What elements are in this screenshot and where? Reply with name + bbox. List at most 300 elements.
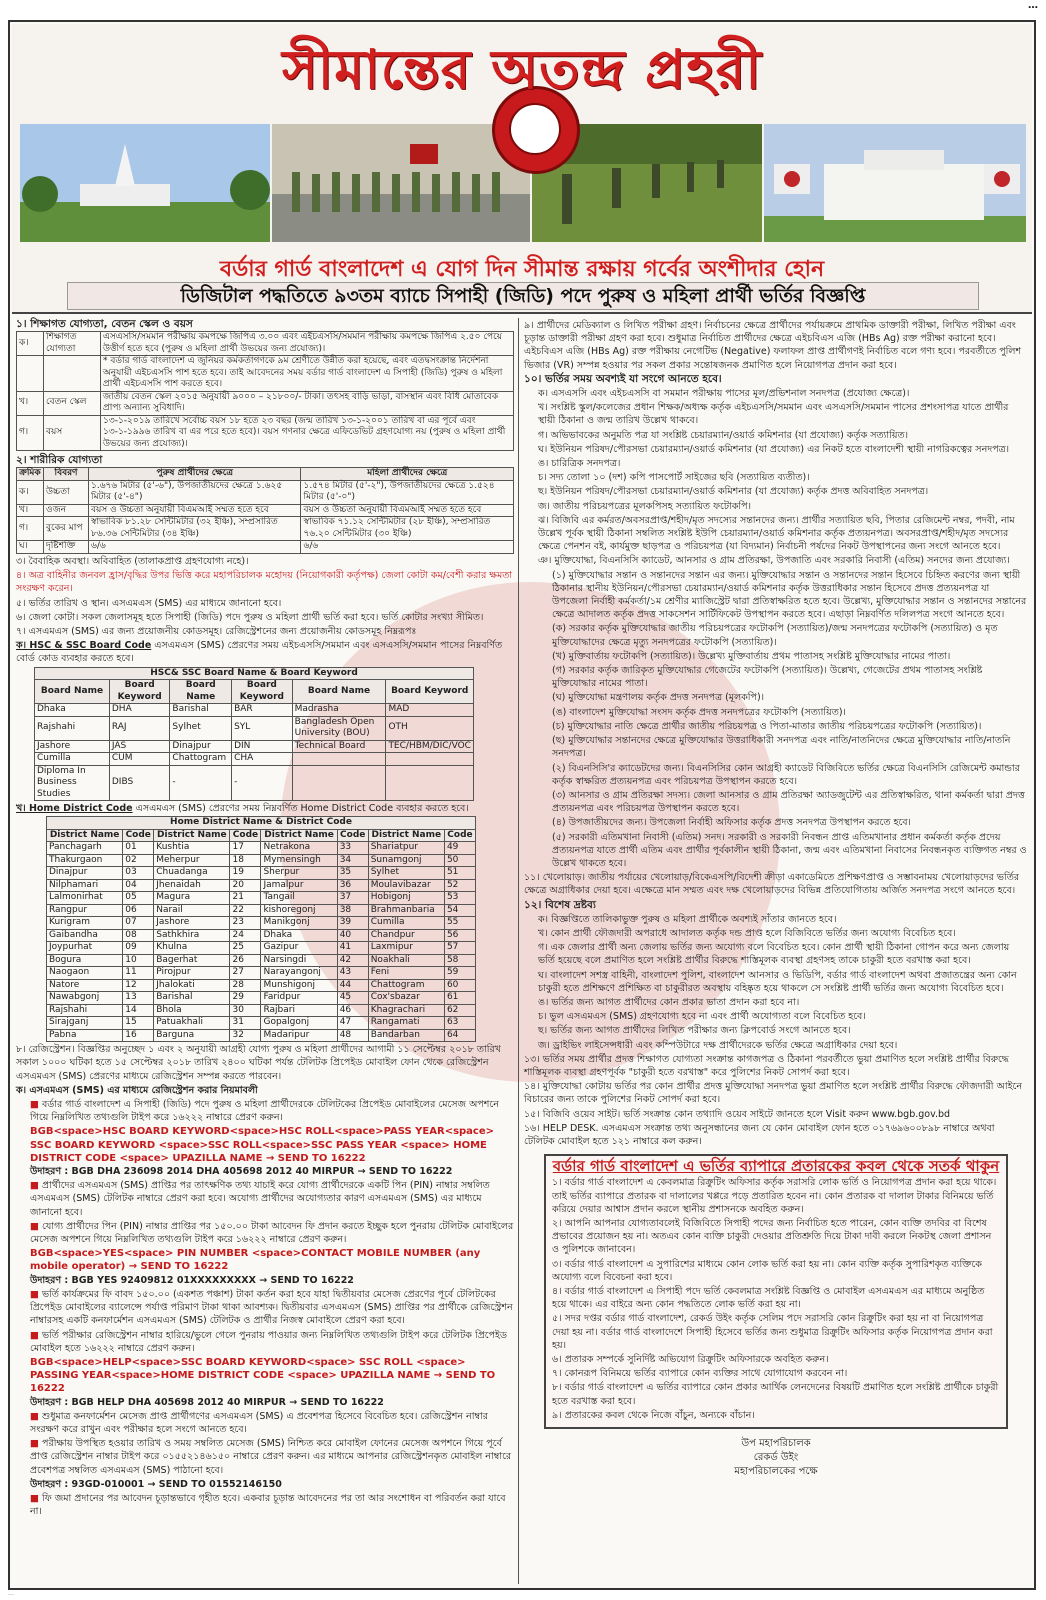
signature-block (524, 1437, 1028, 1479)
cell: Sunamgonj (368, 854, 444, 867)
cell: Kurigram (47, 917, 123, 930)
cell: Feni (368, 967, 444, 980)
cell: 25 (230, 942, 261, 955)
list-item: চ। সদ্য তোলা ১০ (দশ) কপি পাসপোর্ট সাইজের ছবি (সত্যায়িত ব্যতীত)। (538, 472, 810, 484)
header-cell: Board Keyword (109, 680, 170, 704)
cell: DIBS (109, 765, 170, 801)
bullet-icon: ■ (30, 1492, 39, 1504)
board-code-text: এসএমএস (SMS) প্রেরণের সময় এইচএসসি/সমমান এবং এসএসসি/সমমান পাসের নিম্নবর্ণিত বোর্ড কোড ব্যবহার করতে হবে। (16, 640, 503, 665)
bullet-icon: ■ (30, 1180, 39, 1192)
cell: CUM (109, 753, 170, 766)
cell: DIN (232, 740, 293, 753)
cell: Meherpur (154, 854, 230, 867)
cell: 32 (230, 1029, 261, 1042)
table-row (47, 879, 476, 892)
cell: Rajbari (261, 1004, 337, 1017)
cell: 28 (230, 979, 261, 992)
cell: বুকের মাপ (44, 517, 89, 541)
row-item: বেতন স্কেল (44, 391, 101, 415)
table-row (35, 716, 474, 740)
section-4: ৪। অত্র বাহিনীর জনবল হ্রাস/বৃদ্ধির উপর ভিত্তি করে মহাপরিচালক মহোদয় (নিয়োগকারী কর্তৃপক্ষ) জেলা কোটা কম/বেশী করার ক্ষমতা সংরক্ষণ করেন। (16, 570, 513, 595)
qualification-table (16, 331, 514, 451)
cell: 43 (337, 967, 368, 980)
headline-secondary: ডিজিটাল পদ্ধতিতে ৯৩তম ব্যাচে সিপাহী (জিডি) পদে পুরুষ ও মহিলা প্রার্থী ভর্তির বিজ্ঞপ্তি (67, 282, 979, 310)
cell: 35 (337, 867, 368, 880)
list-item: জ। ড্রাইভিং লাইসেন্সধারী এবং কম্পিউটারে দক্ষ প্রার্থীদেরকে ভর্তির ক্ষেত্রে অগ্রাধিকার দেয়া হবে। (538, 1039, 898, 1051)
row-item: শিক্ষাগত যোগ্যতা (44, 332, 101, 356)
header-cell: পুরুষ প্রার্থীদের ক্ষেত্রে (89, 468, 301, 481)
cell: Mymensingh (261, 854, 337, 867)
cell: Gopalgonj (261, 1017, 337, 1030)
cell: ১.৫৭৪ মিটার (৫'-২"), উপজাতীয়দের ক্ষেত্রে ১.৫২৪ মিটার (৫'-০") (301, 480, 514, 504)
cell: 23 (230, 917, 261, 930)
list-item: ২। আপনি আপনার যোগ্যতাবলেই বিজিবিতে সিপাহী পদের জন্য নির্বাচিত হতে পারেন, কোন ব্যক্তি তদবির বা বিশেষ প্রভাবের প্রয়োজন হয় না। অতএব কোন ব্যক্তি চাকুরী দেওয়ার প্রতিশ্রুতি দিয়ে টাকা দাবী করলে নিকটস্থ জেলা প্রশাসন ও পুলিশকে জানাবেন। (552, 1218, 992, 1256)
cell: 15 (123, 1017, 154, 1030)
sms-rule-5: ভর্তি পরীক্ষার রেজিস্ট্রেশন নাম্বার হারিয়ে/ভুলে গেলে পুনরায় পাওয়ার জন্য নিম্নলিখিত তথ্যগুলি টাইপ করে টেলিটক প্রিপেইড মোবাইল হতে ১৬২২২ নাম্বারে প্রেরণ করুন। (30, 1329, 507, 1354)
table-header (17, 468, 514, 481)
district-code-label: খ। Home District Code (16, 803, 133, 815)
cell: 16 (123, 1029, 154, 1042)
row-number: গ। (17, 415, 44, 451)
header-cell: District Name (47, 829, 123, 842)
cell: Pirojpur (154, 967, 230, 980)
cell: Jashore (35, 740, 110, 753)
cell: Hobigonj (368, 892, 444, 905)
list-item: ছ। ভর্তির জন্য আগত প্রার্থীদের লিখিত পরীক্ষার জন্য ক্লিপবোর্ড সংগে আনতে হবে। (538, 1025, 851, 1037)
cell: 49 (444, 842, 475, 855)
cell: 36 (337, 879, 368, 892)
section-6: ৬। জেলা কোটা। সকল জেলাসমূহ হতে সিপাহী (জিডি) পদে পুরুষ ও মহিলা প্রার্থী ভর্তি করা হবে। ভর্তি কোটার সংখ্যা সীমিত। (16, 611, 484, 623)
bullet-icon: ■ (30, 1410, 39, 1422)
cell: 07 (123, 917, 154, 930)
sms-rule-4: ভর্তি কার্যক্রমের ফি বাবদ ১৫০.০০ (একশত পঞ্চাশ) টাকা কর্তন করা হবে যাহা দ্বিতীয়বার মেসেজ প্রেরণের পূর্বে টেলিটকের প্রিপেইড মোবাইলের ব্যালেন্সে পর্যাপ্ত পরিমাণ টাকা থাকা আবশ্যক। দ্বিতীয়বার এসএমএস (SMS) প্রাপ্তির পর প্রার্থীকে রেজিস্ট্রেশন নাম্বারসহ একটি কনফার্মেশন এসএমএস (SMS) টেলিটক ও প্রার্থীর নিজস্ব মোবাইলে প্রেরণ করা হবে। (30, 1288, 513, 1327)
cell: Barishal (170, 704, 232, 717)
cell: 05 (123, 892, 154, 905)
section-10-sublist (524, 569, 1028, 870)
cell: Sylhet (368, 867, 444, 880)
cell: Patuakhali (154, 1017, 230, 1030)
sms-format-2: BGB<space>YES<space> PIN NUMBER <space>CONTACT MOBILE NUMBER (any mobile operator) → SEND TO 16222 (30, 1248, 481, 1273)
cell: Barguna (154, 1029, 230, 1042)
cell: স্বাভাবিক ৮১.২৮ সেন্টিমিটার (৩২ ইঞ্চি), সম্প্রসারিত ৮৬.৩৬ সেন্টিমিটার (৩৪ ইঞ্চি) (89, 517, 301, 541)
cell: খ। (17, 504, 44, 517)
header-cell: Board Name (35, 680, 110, 704)
cell: গ। (17, 517, 44, 541)
cell: বয়স ও উচ্চতা অনুযায়ী বিএমআই সম্মত হতে হবে (301, 504, 514, 517)
section-9: ৯। প্রার্থীদের মেডিক্যাল ও লিখিত পরীক্ষা গ্রহণ। নির্বাচনের ক্ষেত্রে প্রার্থীদের পর্যায়ক্রমে প্রাথমিক ডাক্তারী পরীক্ষা, লিখিত পরীক্ষা এবং চূড়ান্ত ডাক্তারী পরীক্ষা গ্রহণ করা হবে। শুধুমাত্র নির্বাচিত প্রার্থীদের ক্ষেত্রে এইচবিএস এজি (HBs Ag) রক্ত পরীক্ষা করানো হবে। এইচবিএস এজি (HBs Ag) রক্ত পরীক্ষায় নেগেটিভ (Negative) ফলাফল প্রাপ্ত প্রার্থীগণই নির্বাচিত বলে গণ্য হবে। পরবর্তীতে পুলিশ ভিজার (VR) সম্পন্ন হওয়ার পর সকল প্রকার সন্তোষজনক প্রমাণিত হলে নিয়োগপত্র প্রদান করা হবে। (524, 320, 1022, 371)
district-table-body (47, 842, 476, 1042)
sms-format-3: BGB<space>HELP<space>SSC BOARD KEYWORD<space> SSC ROLL <space> PASSING YEAR<space>HOME DISTRICT CODE <space> UPAZILLA NAME → SEND TO 16222 (30, 1356, 496, 1395)
cell: 41 (337, 942, 368, 955)
section-12-list (524, 913, 1028, 1052)
board-table (34, 667, 474, 802)
cell: 53 (444, 892, 475, 905)
section-16: ১৬। HELP DESK. এসএমএস সংক্রান্ত তথ্য অনুসন্ধানের জন্য যে কোন মোবাইল ফোন হতে ০১৭৬৯৬০০৮৯৮ নাম্বারে অথবা টেলিটক মোবাইল হতে ১২১ নাম্বারে কল করুন। (524, 1122, 995, 1147)
cell: Sirajganj (47, 1017, 123, 1030)
header-cell: Board Name (170, 680, 232, 704)
list-item: ঘ। ইউনিয়ন পরিষদ/পৌরসভা চেয়ারম্যান/ওয়ার্ড কমিশনার (যা প্রযোজ্য) এর নিকট হতে বাংলাদেশী স্থায়ী নাগরিকত্বের সনদপত্র। (538, 443, 1010, 455)
cell: 02 (123, 854, 154, 867)
banner (12, 24, 1032, 314)
cell: - (232, 765, 293, 801)
list-item: (ঘ) মুক্তিযোদ্ধা মন্ত্রণালয় কর্তৃক প্রদত্ত সনদপত্র (মূলকপি)। (552, 692, 765, 704)
header-cell: ক্রমিক (17, 468, 44, 481)
list-item: গ। এক জেলার প্রার্থী অন্য জেলায় ভর্তির জন্য অযোগ্য বলে বিবেচিত হবে। কোন প্রার্থী স্থায়ী ঠিকানা গোপন করে অন্য জেলায় ভর্তি হয়েছে বলে প্রমাণিত হলে সংশ্লিষ্ট প্রার্থীর বিরুদ্ধে শাস্তিমূলক ব্যবস্থা গ্রহণসহ তাকে চাকুরী হতে বরখাস্ত করা হবে। (538, 942, 1010, 967)
district-table (46, 816, 476, 1042)
row-number (17, 356, 44, 392)
bullet-icon: ■ (30, 1288, 39, 1300)
cell: MAD (386, 704, 474, 717)
cell: 01 (123, 842, 154, 855)
signatory-authority: মহাপরিচালকের পক্ষে (734, 1466, 818, 1478)
cell: Khagrachari (368, 1004, 444, 1017)
cell: Dinajpur (47, 867, 123, 880)
list-item: ৯। প্রতারকের কবল থেকে নিজে বাঁচুন, অন্যকে বাঁচান। (552, 1409, 755, 1421)
cell: Rajshahi (35, 716, 110, 740)
cell: 61 (444, 992, 475, 1005)
cell: 56 (444, 929, 475, 942)
monument-photo (20, 124, 270, 242)
cell: Gaibandha (47, 929, 123, 942)
cell: Rangpur (47, 904, 123, 917)
cell: kishoregonj (261, 904, 337, 917)
table-row (17, 480, 514, 504)
cell: Shariatpur (368, 842, 444, 855)
section-13: ১৩। ভর্তির সময় প্রার্থীর প্রদত্ত শিক্ষাগত যোগ্যতা সংক্রান্ত কাগজপত্র ও ঠিকানা পরবর্তীতে ভুয়া প্রমাণিত হলে সংশ্লিষ্ট প্রার্থীর বিরুদ্ধে শাস্তিমূলক ব্যবস্থা গ্রহণপূর্বক "চাকুরী হতে বরখাস্ত" করে পুলিশের নিকট সোপর্দ করা হবে। (524, 1053, 1009, 1078)
cell: ঘ। (17, 541, 44, 554)
row-text: ১৩-১-২০১৯ তারিখে সর্বোচ্চ বয়স ১৮ হতে ২৩ বছর (জন্ম তারিখ ১৩-১-২০০১ তারিখ বা এর পূর্বে এবং ১৩-১-১৯৯৬ তারিখ বা এর পরে হতে হবে)। বয়স গণনার ক্ষেত্রে এফিডেভিট গ্রহণযোগ্য নয় (পুরুষ ও মহিলা প্রার্থী উভয়ের জন্য প্রযোজ্য)। (101, 415, 514, 451)
cell: 27 (230, 967, 261, 980)
cell: ৬/৬ (301, 541, 514, 554)
row-text: এসএসসি/সমমান পরীক্ষায় কমপক্ষে জিপিএ ৩.০০ এবং এইচএসসি/সমমান পরীক্ষায় কমপক্ষে জিপিএ ২.৫০ পেয়ে উত্তীর্ণ হতে হবে (পুরুষ ও মহিলা প্রার্থী উভয়ের জন্য প্রযোজ্য)। (101, 332, 514, 356)
top-reference: … (1028, 0, 1038, 11)
list-item: ঞ। মুক্তিযোদ্ধা, বিএনসিসি ক্যাডেট, আনসার ও গ্রাম প্রতিরক্ষা, উপজাতি এবং সরকারি নিবাসী (এতিম) সনদের জন্য প্রযোজ্য। (538, 555, 1010, 567)
cell: Cox'sbazar (368, 992, 444, 1005)
section-10-title: ১০। ভর্তির সময় অবশ্যই যা সংগে আনতে হবে। (524, 372, 722, 385)
cell: OTH (386, 716, 474, 740)
list-item: (ক) সরকার কর্তৃক মুক্তিযোদ্ধার জাতীয় পরিচয়পত্রের ফটোকপি (সত্যায়িত)/জন্ম সনদপত্রের ফটোকপি (সত্যায়িত) ও মৃত মুক্তিযোদ্ধাদের ক্ষেত্রে মৃত্যু সনদপত্রের ফটোকপি (সত্যায়িত)। (552, 623, 998, 648)
table-row (47, 867, 476, 880)
section-1-title: ১। শিক্ষাগত যোগ্যতা, বেতন স্কেল ও বয়স (16, 318, 193, 330)
sms-example-1: উদাহরণ : BGB DHA 236098 2014 DHA 405698 2012 40 MIRPUR → SEND TO 16222 (30, 1166, 453, 1178)
cell: Madaripur (261, 1029, 337, 1042)
cell: Thakurgaon (47, 854, 123, 867)
list-item: ১। বর্ডার গার্ড বাংলাদেশ এ কেবলমাত্র রিক্রুটিং অফিসার কর্তৃক সরাসরি লোক ভর্তি ও নিয়োগপত্র প্রদান করা হয়ে থাকে। তাই ভর্তির ব্যাপারে প্রতারক বা দালালের খপ্পরে পড়ে প্রতারিত হবেন না। কোন প্রতারক বা দালাল টাকার বিনিময়ে ভর্তি করিয়ে দেয়ার আশ্বাস প্রদান করলে স্থানীয় প্রশাসনকে অবহিত করুন। (552, 1177, 997, 1215)
cell: 37 (337, 892, 368, 905)
cell: Joypurhat (47, 942, 123, 955)
list-item: (৪) উপজাতীয়দের জন্য। উপজেলা নির্বাহী অফিসার কর্তৃক প্রদত্ত সনদপত্র উপস্থাপন করতে হবে। (552, 817, 911, 829)
cell: Magura (154, 892, 230, 905)
sms-rule-1: বর্ডার গার্ড বাংলাদেশ এ সিপাহী (জিডি) পদে পুরুষ ও মহিলা প্রার্থীদেরকে টেলিটকের প্রিপেইড মোবাইলের মেসেজ অপশনে গিয়ে নিম্নলিখিত তথ্যগুলি টাইপ করে ১৬২২২ নাম্বারে প্রেরণ করুন। (30, 1099, 499, 1124)
list-item: (ছ) মুক্তিযোদ্ধার সন্তানদের ক্ষেত্রে মুক্তিযোদ্ধার উত্তরাধিকারী সনদপত্র এবং নাতি/নাতনিদের ক্ষেত্রে মুক্তিযোদ্ধার নাতি/নাতনি সনদপত্র। (552, 735, 1011, 760)
list-item: (৩) আনসার ও গ্রাম প্রতিরক্ষা সদস্য। জেলা আনসার ও গ্রাম প্রতিরক্ষা অ্যাডজুটেন্ট এর প্রতিস্বাক্ষরিত, থানা কর্মকর্তা দ্বারা প্রদত্ত প্রত্যয়নপত্র এবং পরিচয়পত্র উপস্থাপন করতে হবে। (552, 789, 1025, 815)
right-column (524, 318, 1028, 1479)
section-8: ৮। রেজিস্ট্রেশন। বিজ্ঞপ্তির অনুচ্ছেদ ১ এবং ২ অনুযায়ী আগ্রহী যোগ্য পুরুষ ও মহিলা প্রার্থীদের আগামী ১১ সেপ্টেম্বর ২০১৮ তারিখ সকাল ১০০০ ঘটিকা হতে ১৫ সেপ্টেম্বর ২০১৮ তারিখ ২৪০০ ঘটিকা পর্যন্ত টেলিটক প্রিপেইড মোবাইল ফোন থেকে রেজিস্ট্রেশন এসএমএস (SMS) প্রেরণের মাধ্যমে রেজিস্ট্রেশন সম্পন্ন করতে পারবেন। (16, 1044, 501, 1082)
advertisement-page (8, 20, 1036, 1590)
cell: 33 (337, 842, 368, 855)
cell: ৬/৬ (89, 541, 301, 554)
cell: Dinajpur (170, 740, 232, 753)
list-item: খ। সংশ্লিষ্ট স্কুল/কলেজের প্রধান শিক্ষক/অধ্যক্ষ কর্তৃক এইচএসসি/সমমান এবং এসএসসি/সমমান পাসের প্রশংসাপত্র যাতে প্রার্থীর স্থায়ী ঠিকানা ও জন্ম তারিখ উল্লেখ থাকবে। (538, 402, 1009, 427)
table-row (47, 992, 476, 1005)
cell: Sylhet (170, 716, 232, 740)
cell: Sherpur (261, 867, 337, 880)
cell: দৃষ্টিশক্তি (44, 541, 89, 554)
fraud-warning-title: বর্ডার গার্ড বাংলাদেশ এ ভর্তির ব্যাপারে প্রতারকের কবল থেকে সতর্ক থাকুন (552, 1157, 1000, 1176)
header-cell: Board Name (292, 680, 386, 704)
cell: 51 (444, 867, 475, 880)
sms-rule-8: ফি জমা প্রদানের পর আবেদন চূড়ান্তভাবে গৃহীত হবে। একবার চূড়ান্ত আবেদনের পর তা আর সংশোধন বা পরিবর্তন করা যাবে না। (30, 1492, 506, 1518)
cell: Khulna (154, 942, 230, 955)
table-row (47, 917, 476, 930)
cell: DHA (109, 704, 170, 717)
cell: 48 (337, 1029, 368, 1042)
bullet-icon: ■ (30, 1438, 39, 1450)
section-14: ১৪। মুক্তিযোদ্ধা কোটায় ভর্তির পর কোন প্রার্থীর প্রদত্ত মুক্তিযোদ্ধা সনদপত্র ভুয়া প্রমাণিত হলে সংশ্লিষ্ট প্রার্থীর বিরুদ্ধে ফৌজদারী আইনে বিচারের জন্য তাকে পুলিশের নিকট সোপর্দ করা হবে। (524, 1081, 1022, 1106)
district-table-caption: Home District Name & District Code (47, 817, 476, 830)
cell: Rajshahi (47, 1004, 123, 1017)
cell: Manikgonj (261, 917, 337, 930)
cell: 64 (444, 1029, 475, 1042)
district-code-text: এসএমএস (SMS) প্রেরণের সময় নিম্নবর্ণিত Home District Code ব্যবহার করতে হবে। (135, 803, 469, 815)
cell: 50 (444, 854, 475, 867)
cell: Madrasha (292, 704, 386, 717)
cell: ক। (17, 480, 44, 504)
sms-rule-3: যোগ্য প্রার্থীদের পিন (PIN) নাম্বার প্রাপ্তির পর ১৫০.০০ টাকা আবেদন ফি প্রদান করতে ইচ্ছুক হলে পুনরায় টেলিটক মোবাইলের মেসেজ অপশনে গিয়ে নিম্নলিখিত তথ্যগুলি টাইপ করে ১৬২২২ নাম্বারে প্রেরণ করুন। (30, 1220, 514, 1246)
left-column (16, 318, 514, 1519)
cell: 38 (337, 904, 368, 917)
table-row (47, 854, 476, 867)
cell: Laxmipur (368, 942, 444, 955)
cell: Jhenaidah (154, 879, 230, 892)
cell: Panchagarh (47, 842, 123, 855)
sms-rule-7: পরীক্ষায় উপস্থিত হওয়ার তারিখ ও সময় সম্বলিত মেসেজ (SMS) নিশ্চিত করে মোবাইল ফোনের মেসেজ অপশনে গিয়ে পূর্বে প্রাপ্ত রেজিস্ট্রেশন নাম্বার টাইপ করে ০১৫৫২১৪৬১৫০ নাম্বারে প্রেরণ করুন। এর মাধ্যমে আপনার রেজিস্ট্রেশনকৃত মোবাইল নাম্বারে প্রবেশপত্র সম্বলিত এসএমএস (SMS) পাঠানো হবে। (30, 1438, 512, 1476)
cell: ওজন (44, 504, 89, 517)
cell: 26 (230, 954, 261, 967)
cell: 54 (444, 904, 475, 917)
signatory-title: উপ মহাপরিচালক (741, 1438, 811, 1450)
cell: Brahmanbaria (368, 904, 444, 917)
cell: Moulavibazar (368, 879, 444, 892)
cell: 22 (230, 904, 261, 917)
list-item: ৭। কোনরূপ বিনিময়ে ভর্তির ব্যাপারে কোন ব্যক্তির সাথে যোগাযোগ করবেন না। (552, 1368, 848, 1380)
cell: 08 (123, 929, 154, 942)
headline-primary: বর্ডার গার্ড বাংলাদেশ এ যোগ দিন সীমান্ত রক্ষায় গর্বের অংশীদার হোন (219, 257, 825, 282)
cell: Chuadanga (154, 867, 230, 880)
table-row (35, 753, 474, 766)
list-item: ঙ। চারিত্রিক সনদপত্র। (538, 458, 621, 470)
header-cell: Code (123, 829, 154, 842)
cell: 45 (337, 992, 368, 1005)
list-item: (৫) সরকারী এতিমখানা নিবাসী (এতিম) সনদ। সরকারী ও সরকারী নিবন্ধন প্রাপ্ত এতিমখানার প্রধান কর্মকর্তা কর্তৃক প্রদেয় প্রত্যয়নপত্র যাতে প্রার্থী এতিম এবং প্রার্থীর পূর্বকালীন স্থায়ী ঠিকানা, জন্ম এবং এতিমখানা নিবাসের নিবন্ধনকৃত ব্যক্তিগত নম্বর ও উল্লেখ থাকতে হবে। (552, 831, 1027, 869)
cell: Chandpur (368, 929, 444, 942)
cell: Bagerhat (154, 954, 230, 967)
table-row (35, 740, 474, 753)
cell: বয়স ও উচ্চতা অনুযায়ী বিএমআই সম্মত হতে হবে (89, 504, 301, 517)
cell: Bangladesh Open University (BOU) (292, 716, 386, 740)
cell: 09 (123, 942, 154, 955)
cell: 44 (337, 979, 368, 992)
section-12-title: ১২। বিশেষ দ্রষ্টব্য (524, 898, 596, 911)
section-7: ৭। এসএমএস (SMS) এর জন্য প্রয়োজনীয় কোডসমূহ। রেজিস্ট্রেশনের জন্য প্রয়োজনীয় কোডসমূহ নিম্নরূপঃ (16, 625, 417, 637)
cell: Diploma In Business Studies (35, 765, 110, 801)
cell: Rangamati (368, 1017, 444, 1030)
row-text: * বর্ডার গার্ড বাংলাদেশ এ জুনিয়র কর্মকর্তাগণকে ৯ম শ্রেণীতে উন্নীত করা হয়েছে, এবং এতদ্বসংক্রান্ত নির্দেশনা অনুযায়ী এইচএসসি পাশ হতে হবে। তাই আবেদনের সময় বর্ডার গার্ড বাংলাদেশ এ সিপাহী (জিডি) পুরুষ ও মহিলা প্রার্থী এইচএসসি পাশ করতে হবে। (101, 356, 514, 392)
cell: 13 (123, 992, 154, 1005)
cell: 57 (444, 942, 475, 955)
sms-format-1: BGB<space>HSC BOARD KEYWORD<space>HSC ROLL<space>PASS YEAR<space> SSC BOARD KEYWORD <space>SSC ROLL<space>SSC PASS YEAR <space> HOME DISTRICT CODE <space> UPAZILLA NAME → SEND TO 16222 (30, 1126, 495, 1164)
cell: 34 (337, 854, 368, 867)
row-number: খ। (17, 391, 44, 415)
table-row (17, 541, 514, 554)
header-cell: Code (337, 829, 368, 842)
banner-title: সীমান্তের অতন্দ্র প্রহরী (282, 37, 762, 101)
list-item: ৪। বর্ডার গার্ড বাংলাদেশ এ সিপাহী পদে ভর্তি কেবলমাত্র সংশ্লিষ্ট বিজ্ঞপ্তি ও মোবাইল এসএমএস এর মাধ্যমে অনুষ্ঠিত হয়ে থাকে। এর বাইরে অন্য কোন পদ্ধতিতে লোক ভর্তি করা হয় না। (552, 1286, 985, 1311)
cell: Naogaon (47, 967, 123, 980)
table-row (47, 842, 476, 855)
cell: Netrakona (261, 842, 337, 855)
cell: Bhola (154, 1004, 230, 1017)
sms-rule-2: প্রার্থীদের এসএমএস (SMS) প্রাপ্তির পর তাৎক্ষণিক তথ্য যাচাই করে যোগ্য প্রার্থীদেরকে একটি পিন (PIN) নাম্বার সম্বলিত এসএমএস (SMS) টেলিটক নাম্বারে প্রেরণ করা হবে। অযোগ্য প্রার্থীদের অযোগ্যতার কারণ এসএমএস (SMS) এর মাধ্যমে জানানো হবে। (30, 1180, 490, 1218)
list-item: খ। কোন প্রার্থী ফৌজদারী অপরাধে আদালত কর্তৃক দন্ড প্রাপ্ত হলে বিজিবিতে ভর্তির জন্য অযোগ্য বিবেচিত হবে। (538, 927, 956, 939)
section-2-title: ২। শারীরিক যোগ্যতা (16, 454, 103, 467)
cell: Gazipur (261, 942, 337, 955)
list-item: (খ) মুক্তিবার্তায় ফটোকপি (সত্যায়িত)। উল্লেখ্য মুক্তিবার্তায় প্রথম পাতাসহ সংশ্লিষ্ট মুক্তিযোদ্ধার নামের পাতা। (552, 650, 951, 662)
cell: Jashore (154, 917, 230, 930)
table-row (17, 356, 514, 392)
list-item: ছ। ইউনিয়ন পরিষদ/পৌরসভা চেয়ারম্যান/ওয়ার্ড কমিশনার (যা প্রযোজ্য) কর্তৃক প্রদত্ত অবিবাহিত সনদপত্র। (538, 486, 929, 498)
cell: Sathkhira (154, 929, 230, 942)
section-11: ১১। খেলোয়াড়। জাতীয় পর্যায়ের খেলোয়াড়/বিকেএসপি/বিদেশী ক্রীড়া একাডেমিতে প্রশিক্ষণপ্রাপ্ত ও সম্ভাবনাময় খেলোয়াড়দের ভর্তির ক্ষেত্রে অগ্রাধিকার দেয়া হবে। এক্ষেত্রে মান সম্মত এবং দক্ষ খেলোয়াড়দের বিভিন্ন প্রতিযোগিতায় অর্জিত সনদপত্র সংগে আনতে হবে। (524, 872, 1020, 897)
list-item: (২) বিএনসিসি'র ক্যাডেটদের জন্য। বিএনসিসির কোন আগ্রহী ক্যাডেট বিজিবিতে ভর্তির ক্ষেত্রে বিএনসিসি রেজিমেন্ট কমান্ডার কর্তৃক স্বাক্ষরিত প্রত্যয়নপত্র এবং পরিচয়পত্র উপস্থাপন করতে হবে। (552, 762, 1020, 787)
cell: 40 (337, 929, 368, 942)
list-item: ক। বিজ্ঞপ্তিতে তালিকাভুক্ত পুরুষ ও মহিলা প্রার্থীকে অবশ্যই সাঁতার জানতে হবে। (538, 913, 837, 925)
cell: 62 (444, 1004, 475, 1017)
cell: BAR (232, 704, 293, 717)
cell: স্বাভাবিক ৭১.১২ সেন্টিমিটার (২৮ ইঞ্চি), সম্প্রসারিত ৭৬.২০ সেন্টিমিটার (৩০ ইঞ্চি) (301, 517, 514, 541)
cell: Dhaka (35, 704, 110, 717)
cell: 19 (230, 867, 261, 880)
header-cell: মহিলা প্রার্থীদের ক্ষেত্রে (301, 468, 514, 481)
sms-rule-6: শুধুমাত্র কনফার্মেশন মেসেজ প্রাপ্ত প্রার্থীগণের এসএমএস (SMS) এ প্রবেশপত্র হিসেবে বিবেচিত হবে। রেজিস্ট্রেশন নাম্বার সংরক্ষণ করে রাখুন এবং পরীক্ষার হলে সংগে আনতে হবে। (30, 1410, 489, 1435)
signatory-wing: রেকর্ড উইং (753, 1452, 799, 1464)
row-item: বয়স (44, 415, 101, 451)
table-row (35, 704, 474, 717)
list-item: ক। এসএসসি এবং এইচএসসি বা সমমান পরীক্ষায় পাসের মূল/প্রভিশনাল সনদপত্র (প্রযোজ্য ক্ষেত্রে)। (538, 388, 910, 400)
table-row (47, 904, 476, 917)
cell: 47 (337, 1017, 368, 1030)
list-item: ৬। প্রতারক সম্পর্কে সুনির্দিষ্ট অভিযোগ রিক্রুটিং অফিসারকে অবহিত করুন। (552, 1354, 829, 1366)
header-cell: Board Keyword (232, 680, 293, 704)
cell: Chattogram (170, 753, 232, 766)
cell: Munshigonj (261, 979, 337, 992)
table-row (35, 765, 474, 801)
table-row (17, 504, 514, 517)
cell: 63 (444, 1017, 475, 1030)
table-row (47, 967, 476, 980)
table-row (47, 929, 476, 942)
cell: 52 (444, 879, 475, 892)
cell: 55 (444, 917, 475, 930)
cell: 04 (123, 879, 154, 892)
cell: 21 (230, 892, 261, 905)
cell: Kushtia (154, 842, 230, 855)
table-row (17, 391, 514, 415)
cell: Jhalokati (154, 979, 230, 992)
cell: RAJ (109, 716, 170, 740)
cell: 24 (230, 929, 261, 942)
cell: 11 (123, 967, 154, 980)
cell: 14 (123, 1004, 154, 1017)
list-item: ৮। বর্ডার গার্ড বাংলাদেশ এ ভর্তির ব্যাপারে কোন প্রকার আর্থিক লেনদেনের বিষয়টি প্রমাণিত হলে সংশ্লিষ্ট প্রার্থীকে চাকুরী হতে বরখাস্ত করা হবে। (552, 1382, 999, 1407)
cell: 29 (230, 992, 261, 1005)
cell: 42 (337, 954, 368, 967)
table-row (47, 1004, 476, 1017)
cell: Narsingdi (261, 954, 337, 967)
cell: 06 (123, 904, 154, 917)
cell: 10 (123, 954, 154, 967)
cell (292, 765, 386, 801)
list-item: ঙ। ভর্তির জন্য আগত প্রার্থীদের কোন প্রকার ভাতা প্রদান করা হবে না। (538, 996, 800, 1008)
cell: SYL (232, 716, 293, 740)
sms-example-3: উদাহরণ : BGB HELP DHA 405698 2012 40 MIRPUR → SEND TO 16222 (30, 1396, 384, 1408)
cell: Chattogram (368, 979, 444, 992)
headquarters-photo (764, 124, 1026, 242)
list-item: ৩। বর্ডার গার্ড বাংলাদেশ এ সুপারিশের মাধ্যমে কোন লোক ভর্তি করা হয় না। কোন ব্যক্তি কর্তৃক সুপারিশকৃত ব্যক্তিকে অযোগ্য বলে বিবেচনা করা হবে। (552, 1258, 982, 1283)
header-cell: District Name (154, 829, 230, 842)
board-table-caption: HSC& SSC Board Name & Board Keyword (35, 667, 474, 680)
table-header (47, 829, 476, 842)
header-cell: Code (230, 829, 261, 842)
list-item: (চ) মুক্তিযোদ্ধার নাতি ক্ষেত্রে প্রার্থীর জাতীয় পরিচয়পত্র ও পিতা-মাতার জাতীয় পরিচয়পত্রের ফটোকপি (সত্যায়িত)। (552, 720, 982, 732)
cell: Jamalpur (261, 879, 337, 892)
section-10-list (524, 387, 1028, 568)
cell (386, 753, 474, 766)
sms-example-4: উদাহরণ : 93GD-010001 → SEND TO 01552146150 (30, 1478, 282, 1490)
header-cell: District Name (368, 829, 444, 842)
table-row (47, 1017, 476, 1030)
cell: Natore (47, 979, 123, 992)
cell: Narayangonj (261, 967, 337, 980)
cell: TEC/HBM/DIC/VOC (386, 740, 474, 753)
bullet-icon: ■ (30, 1329, 39, 1341)
footer-reference: … (8, 1590, 14, 1597)
fraud-warning-list (552, 1176, 1000, 1422)
board-code-label: ক। HSC & SSC Board Code (16, 640, 152, 652)
parade-photo (272, 124, 530, 242)
cell: 46 (337, 1004, 368, 1017)
table-row (47, 979, 476, 992)
cell: Faridpur (261, 992, 337, 1005)
cell: Noakhali (368, 954, 444, 967)
table-row (17, 415, 514, 451)
table-row (47, 1029, 476, 1042)
cell: Nawabgonj (47, 992, 123, 1005)
list-item: গ। অভিভাবকের অনুমতি পত্র যা সংশ্লিষ্ট চেয়ারম্যান/ওয়ার্ড কমিশনার (যা প্রযোজ্য) কর্তৃক সত্যায়িত। (538, 429, 908, 441)
sms-rules-title: ক। এসএমএস (SMS) এর মাধ্যমে রেজিস্ট্রেশন করার নিয়মাবলী (16, 1084, 258, 1096)
cell: 60 (444, 979, 475, 992)
header-cell: Code (444, 829, 475, 842)
table-row (47, 892, 476, 905)
cell: 20 (230, 879, 261, 892)
cell: Cumilla (368, 917, 444, 930)
fraud-warning-box (544, 1154, 1008, 1429)
cell: Bogura (47, 954, 123, 967)
cell: Bandarban (368, 1029, 444, 1042)
list-item: (১) মুক্তিযোদ্ধার সন্তান ও সন্তানদের সন্তান এর জন্য। মুক্তিযোদ্ধার সন্তান ও সন্তানদের সন্তান হিসেবে চিহ্নিত করণের জন্য স্থায়ী ঠিকানার স্থানীয় ইউনিয়ন/পৌরসভা চেয়ারম্যান/ওয়ার্ড কমিশনার কর্তৃক উত্তরাধিকার সন্তান হিসেবে প্রদত্ত প্রত্যয়নপত্র যা উপজেলা নির্বাহী কর্মকর্তা/১ম শ্রেণীর ম্যাজিস্ট্রেট দ্বারা প্রতিস্বাক্ষরিত হতে হবে। উল্লেখ্য, মুক্তিযোদ্ধার সন্তান ও সন্তানদের সন্তানের ক্ষেত্রে আদালত কর্তৃক প্রদত্ত সাকসেশন সার্টিফিকেট উপস্থাপন করতে হবে। এছাড়া নিম্নবর্ণিত দলিলপত্র সংগে আনতে হবে। (552, 569, 1027, 621)
cell: উচ্চতা (44, 480, 89, 504)
cell: 59 (444, 967, 475, 980)
